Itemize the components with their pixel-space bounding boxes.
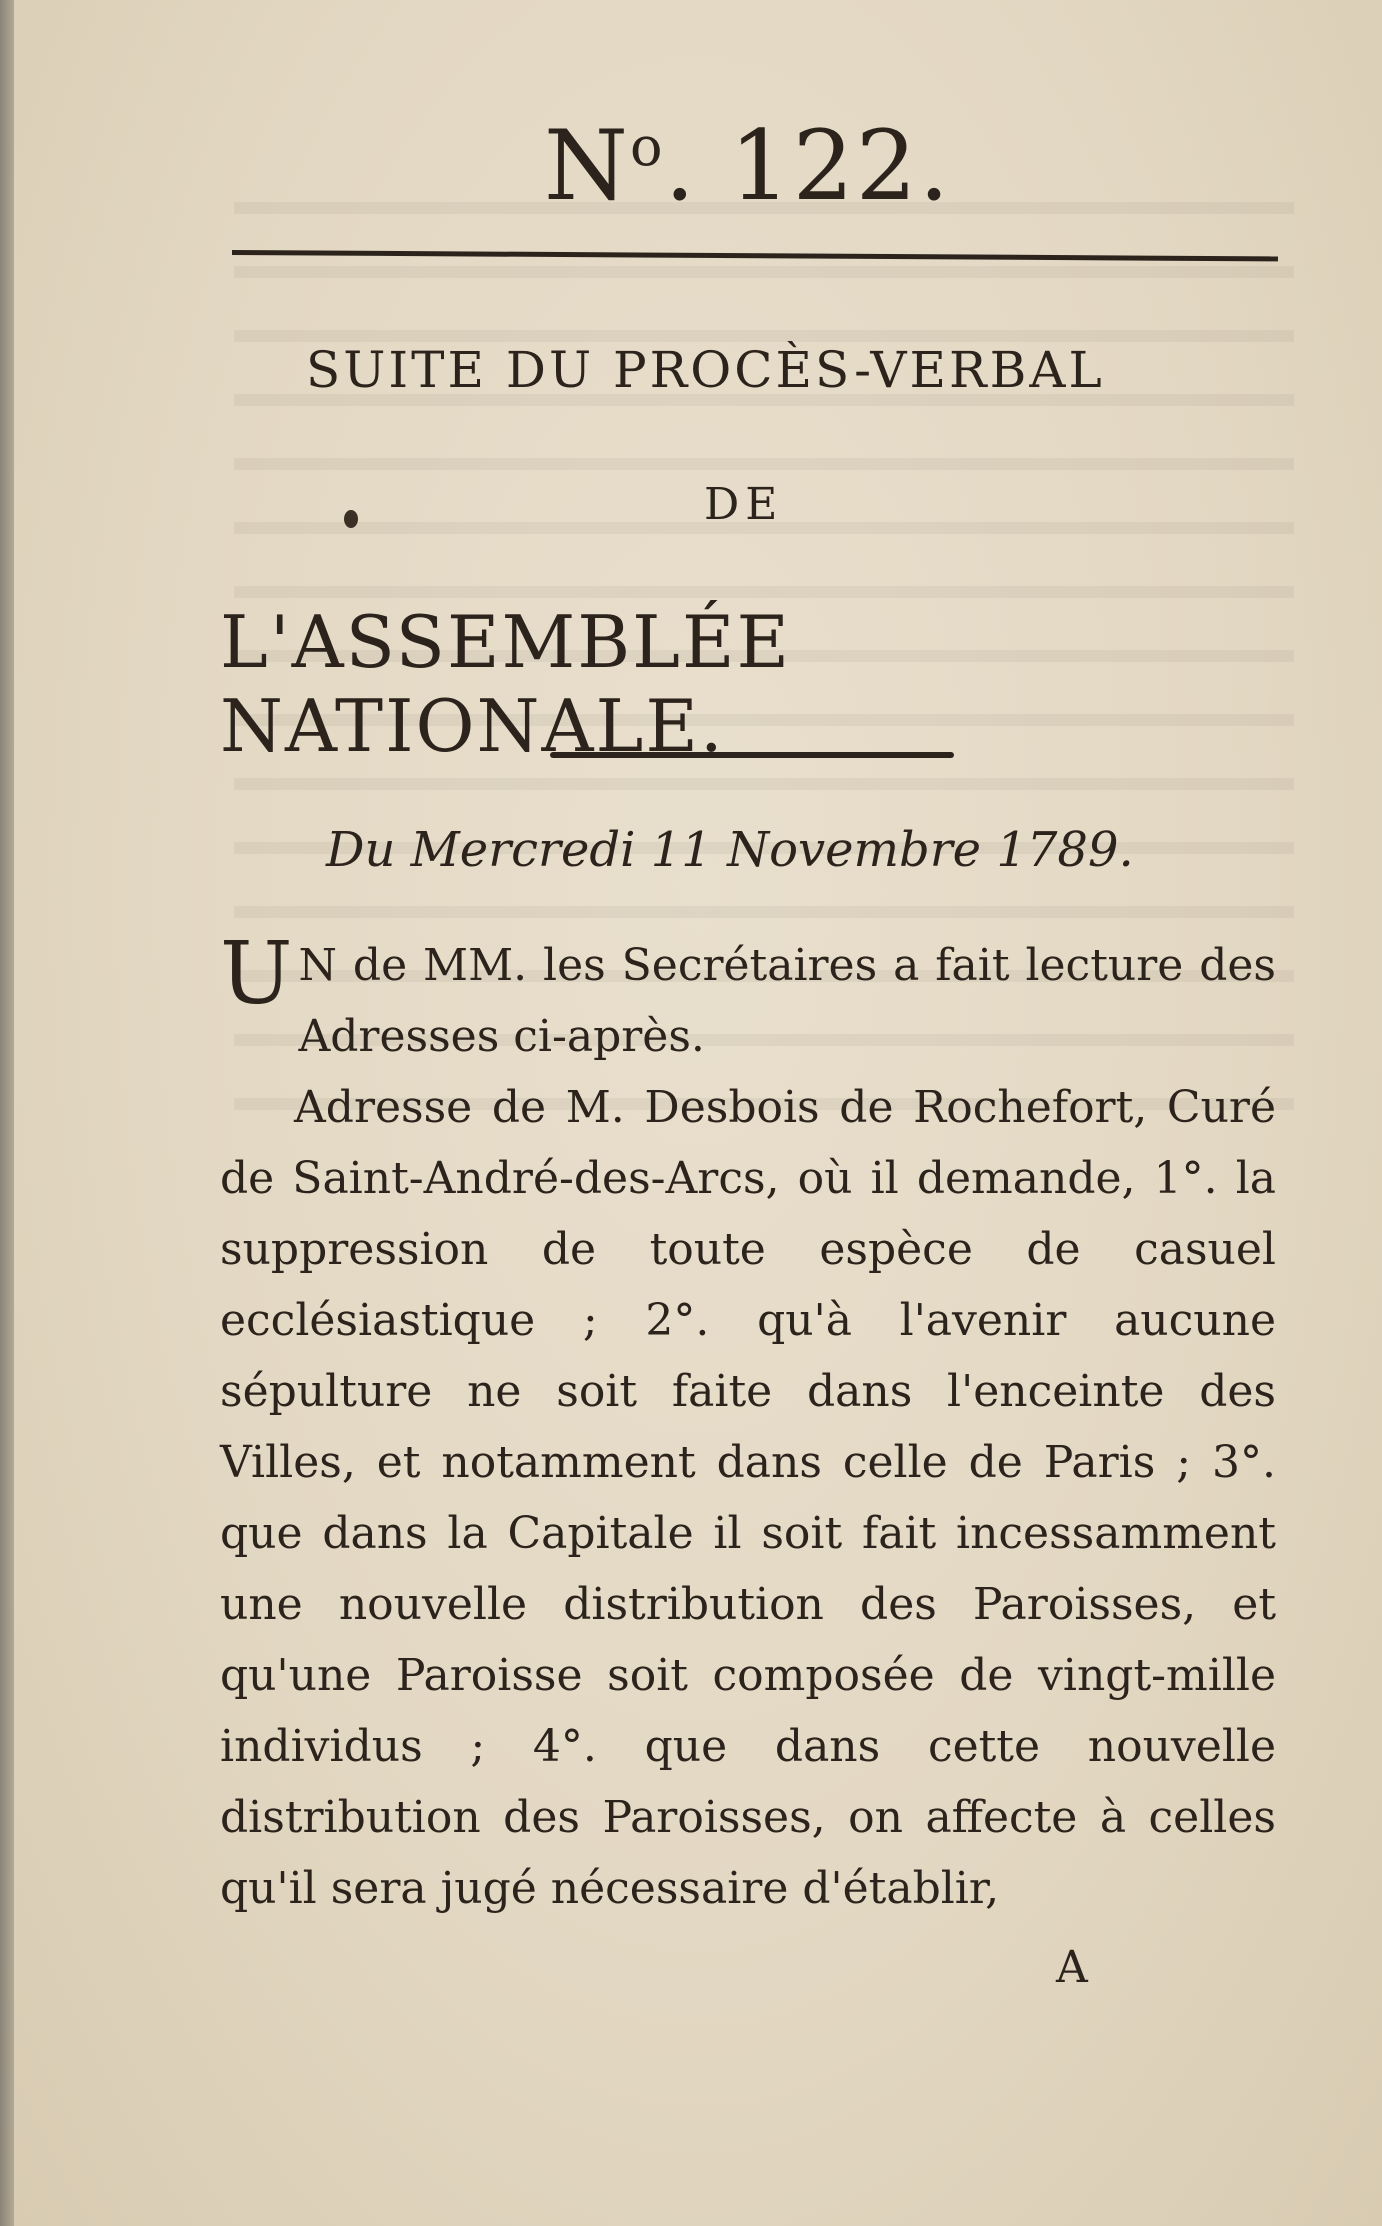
body-text — [220, 924, 1276, 1924]
paragraph-1-text: N de MM. les Secrétaires a fait lecture des Adresses ci-après. — [298, 940, 1276, 1062]
dateline: Du Mercredi 11 Novembre 1789. — [326, 822, 1134, 878]
number-value: . 122. — [664, 110, 952, 222]
document-page — [14, 0, 1382, 2226]
number-superscript: o — [630, 115, 665, 178]
title-line-1: SUITE DU PROCÈS-VERBAL — [306, 341, 1105, 399]
issue-number — [544, 92, 951, 221]
paragraph-1 — [220, 924, 1276, 1072]
signature-mark: A — [1056, 1942, 1088, 1993]
ink-spot — [344, 510, 358, 528]
paragraph-2: Adresse de M. Desbois de Rochefort, Curé de Saint-André-des-Arcs, où il demande, 1°. la suppression de toute espèce de casuel ecclésiastique ; 2°. qu'à l'avenir aucune sépulture ne soit faite dans l'enceinte des Villes, et notamment dans celle de Paris ; 3°. que dans la Capitale il soit fait incessamment une nouvelle distribution des Paroisses, et qu'une Paroisse soit composée de vingt-mille individus ; 4°. que dans cette nouvelle distribution des Paroisses, on affecte à celles qu'il sera jugé nécessaire d'établir, — [220, 1082, 1276, 1914]
header-rule — [232, 250, 1278, 261]
title-line-2: DE — [704, 479, 784, 530]
title-line-3: L'ASSEMBLÉE NATIONALE. — [220, 600, 792, 768]
title-rule — [550, 752, 954, 758]
drop-cap: U — [220, 924, 293, 1024]
page-spine-edge — [0, 0, 14, 2226]
number-abbr: N — [544, 110, 630, 222]
